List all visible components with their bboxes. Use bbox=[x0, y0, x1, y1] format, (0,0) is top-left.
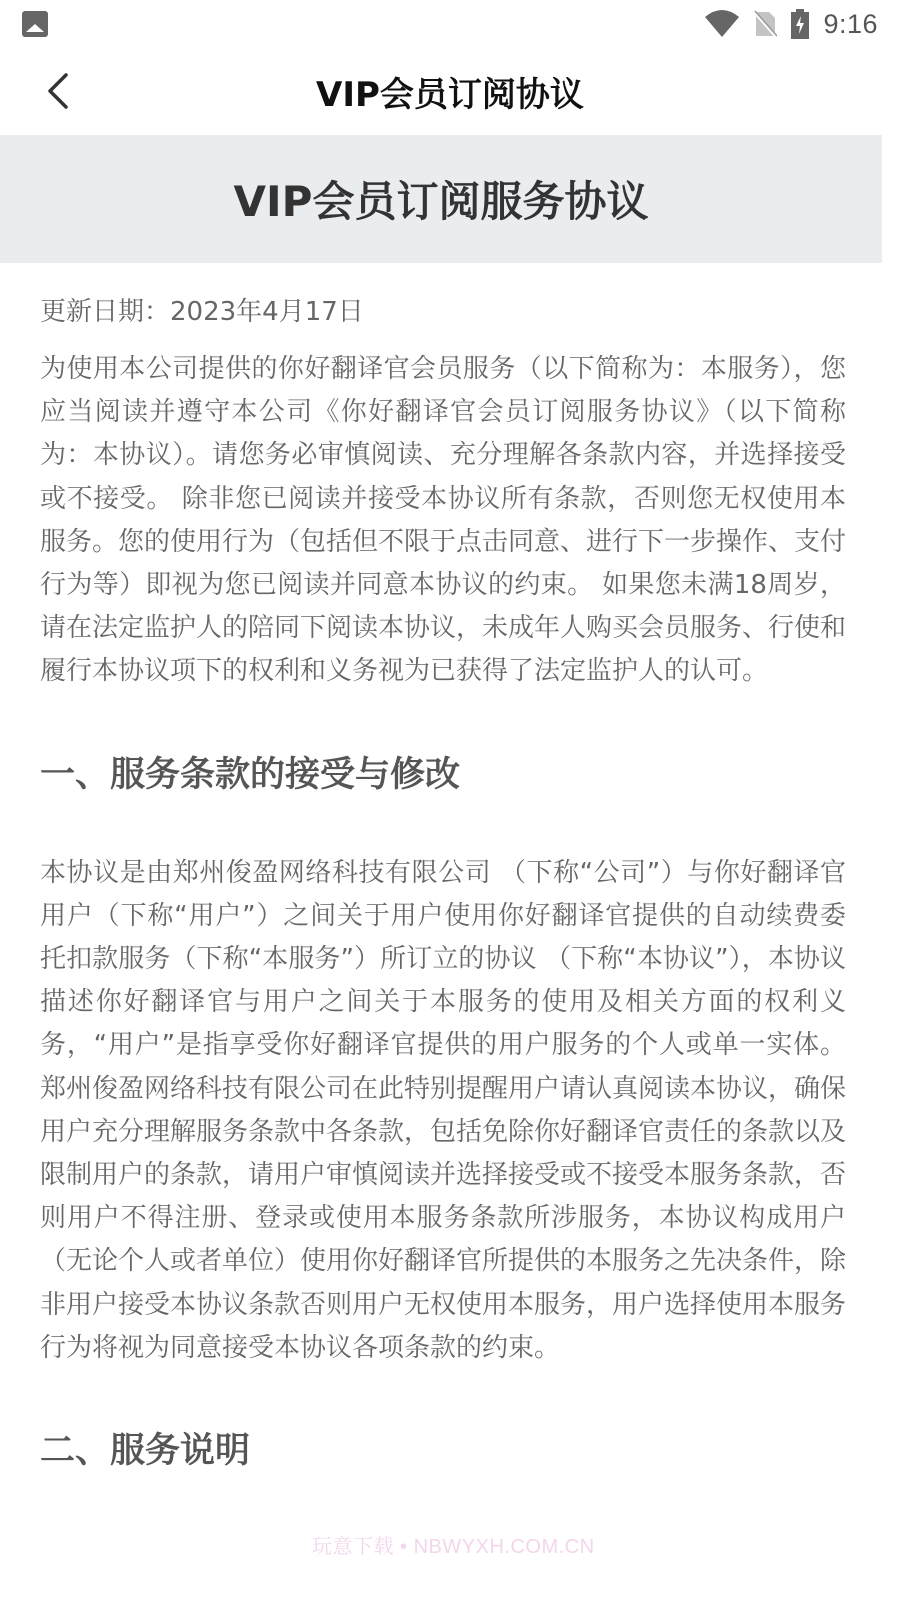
app-header bbox=[0, 48, 900, 134]
section-heading-2: 二、服务说明 bbox=[40, 1431, 251, 1472]
document-banner bbox=[0, 135, 882, 263]
gallery-notification-icon bbox=[22, 11, 48, 37]
section-body-1: 本协议是由郑州俊盈网络科技有限公司 （下称“公司”）与你好翻译官用户（下称“用户”）之间关于用户使用你好翻译官提供的自动续费委托扣款服务（下称“本服务”）所订立的协议 （下称“本协议”），本协议描述你好翻译官与用户之间关于本服务的使用及相关方面的权利义务，“用户”是指享受你好翻译官提供的用户服务的个人或单一实体。 郑州俊盈网络科技有限公司在此特别提醒用户请认真阅读本协议，确保用户充分理解服务条款中各条款，包括免除你好翻译官责任的条款以及限制用户的条款，请用户审慎阅读并选择接受或不接受本服务条款，否则用户不得注册、登录或使用本服务条款所涉服务，本协议构成用户 （无论个人或者单位）使用你好翻译官所提供的本服务之先决条件，除非用户接受本协议条款否则用户无权使用本服务，用户选择使用本服务行为将视为同意接受本协议各项条款的约束。 bbox=[40, 857, 847, 1363]
intro-paragraph: 为使用本公司提供的你好翻译官会员服务（以下简称为：本服务），您应当阅读并遵守本公司《你好翻译官会员订阅服务协议》（以下简称为：本协议）。请您务必审慎阅读、充分理解各条款内容，并选择接受或不接受。 除非您已阅读并接受本协议所有条款，否则您无权使用本服务。您的使用行为（包括但不限于点击同意、进行下一步操作、支付行为等）即视为您已阅读并同意本协议的约束。 如果您未满18周岁，请在法定监护人的陪同下阅读本协议，未成年人购买会员服务、行使和履行本协议项下的权利和义务视为已获得了法定监护人的认可。 bbox=[40, 354, 847, 687]
no-sim-icon bbox=[753, 10, 777, 38]
status-right bbox=[705, 9, 878, 40]
battery-charging-icon bbox=[791, 9, 809, 39]
status-left bbox=[22, 11, 48, 37]
document-content[interactable] bbox=[40, 290, 846, 1528]
update-date: 更新日期：2023年4月17日 bbox=[40, 297, 364, 327]
back-button[interactable] bbox=[38, 70, 78, 112]
status-bar bbox=[0, 0, 900, 48]
section-heading-1: 一、服务条款的接受与修改 bbox=[40, 754, 461, 795]
watermark: 玩意下载 • NBWYXH.COM.CN bbox=[312, 1536, 595, 1558]
status-time: 9:16 bbox=[823, 8, 878, 39]
document-title: VIP会员订阅服务协议 bbox=[233, 177, 649, 226]
page-title: VIP会员订阅协议 bbox=[316, 74, 584, 115]
chevron-left-icon bbox=[46, 72, 70, 110]
wifi-icon bbox=[705, 9, 739, 39]
